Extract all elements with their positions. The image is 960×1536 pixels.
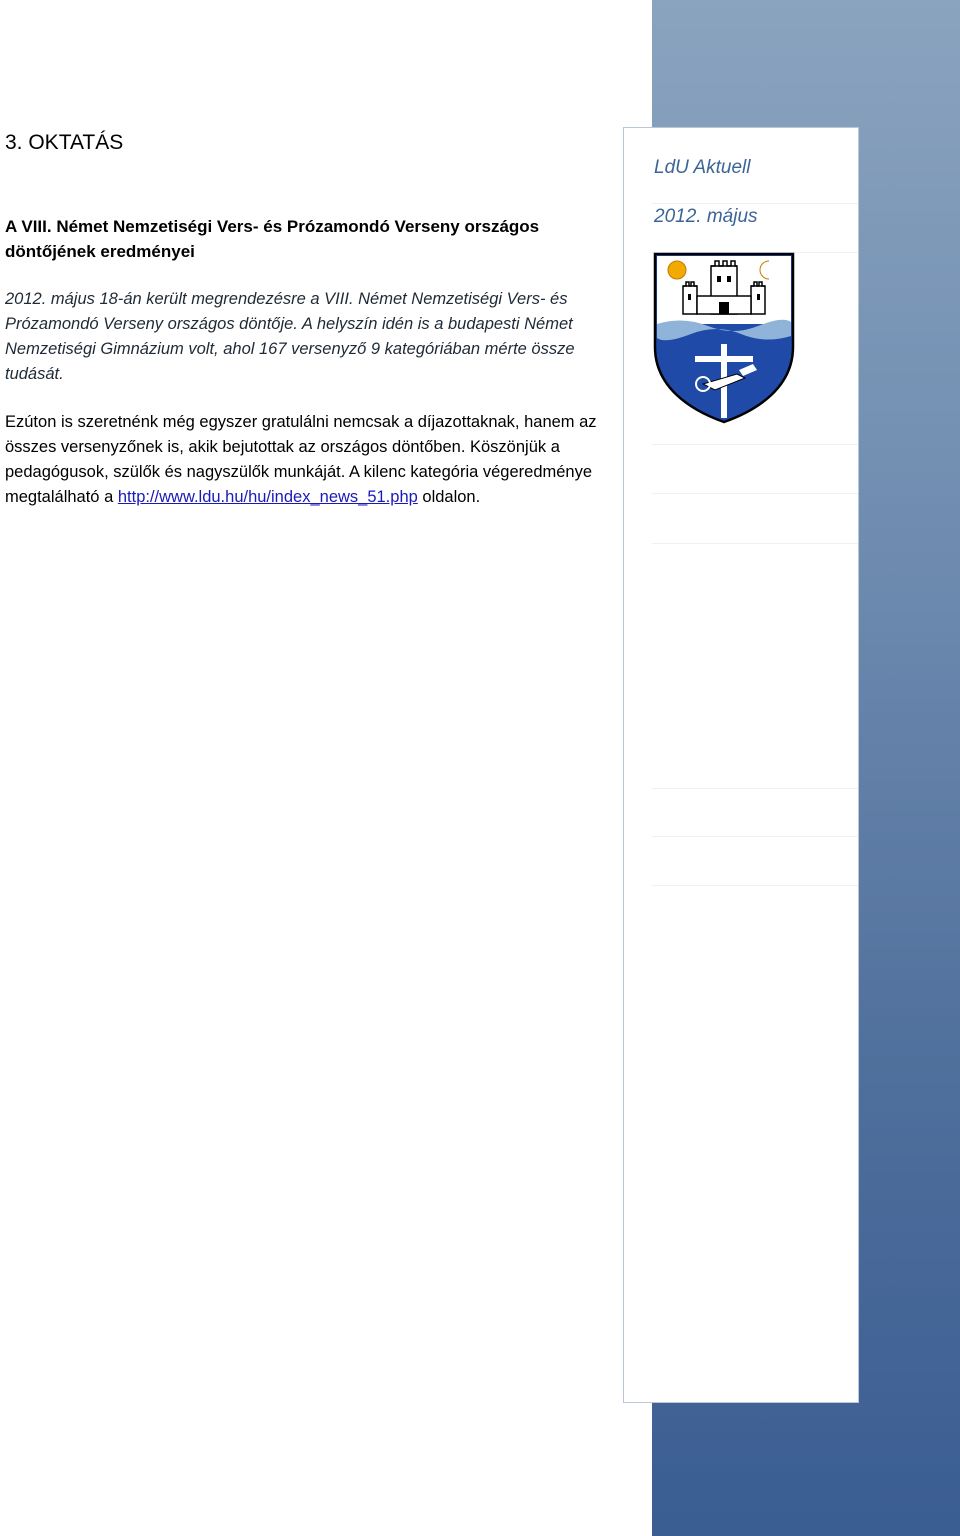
coat-of-arms-icon (653, 252, 795, 424)
sidebar-divider (652, 444, 858, 445)
article-intro: 2012. május 18-án került megrendezésre a VIII. Német Nemzetiségi Vers- és Prózamondó Verseny országos döntője. A helyszín idén is a budapesti Német Nemzetiségi Gimnázium volt, ahol 167 versenyző 9 kategóriában mérte össze tudását. (5, 290, 575, 383)
sidebar-divider (652, 543, 858, 544)
sidebar-divider (652, 788, 858, 789)
article-body-text: Ezúton is szeretnénk még egyszer gratulálni nemcsak a díjazottaknak, hanem az összes versenyzőnek is, akik bejutottak az országos döntőben. Köszönjük a pedagógusok, szülők és nagyszülők munkáját. A kilenc kategória végeredménye megtalálható a (5, 413, 597, 506)
sidebar-divider (652, 836, 858, 837)
sidebar-divider (652, 493, 858, 494)
section-heading: 3. OKTATÁS (5, 131, 124, 154)
article-title: A VIII. Német Nemzetiségi Vers- és Prózamondó Verseny országos döntőjének eredményei (5, 217, 540, 261)
sidebar-date: 2012. május (654, 206, 758, 227)
sidebar-title: LdU Aktuell (654, 157, 751, 178)
sidebar-divider (652, 203, 858, 204)
sidebar-divider (652, 885, 858, 886)
article-body (5, 410, 605, 510)
article-body-end: oldalon. (417, 488, 481, 506)
results-link[interactable]: http://www.ldu.hu/hu/index_news_51.php (117, 488, 418, 506)
